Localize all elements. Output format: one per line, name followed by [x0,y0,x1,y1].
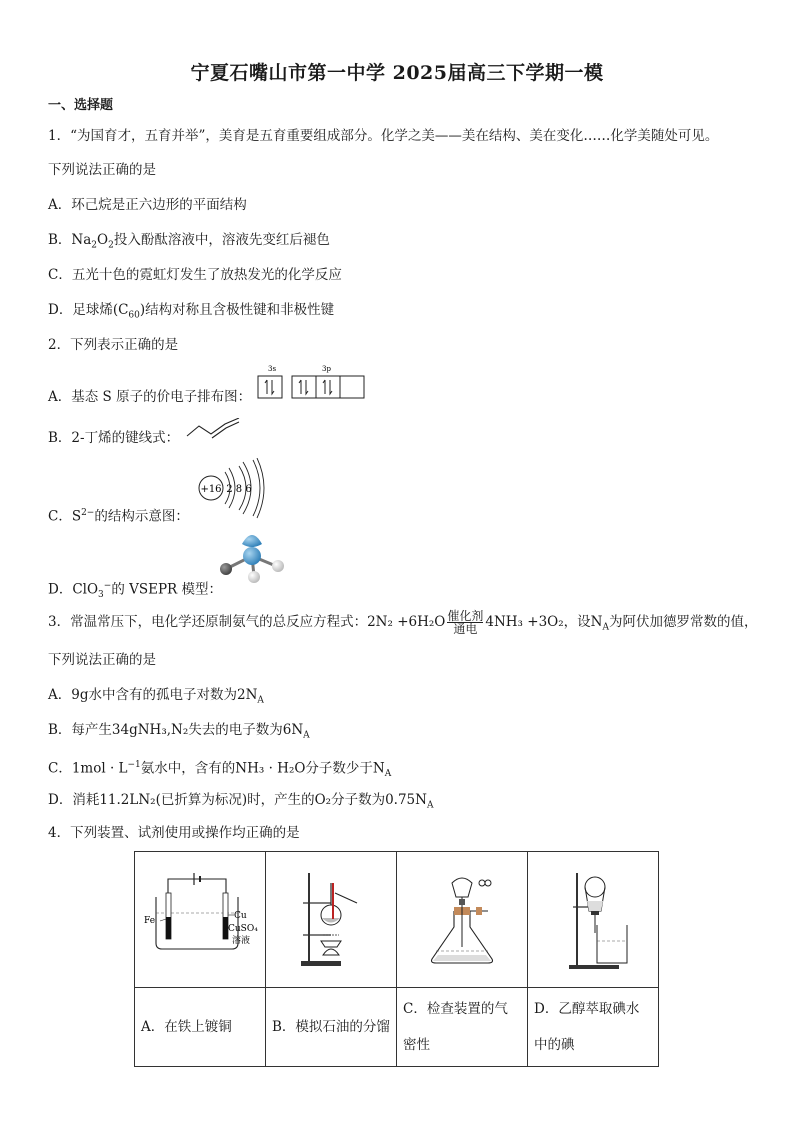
figure-extraction [528,852,659,988]
q3-option-a: A．9g水中含有的孤电子对数为$2N_A$ [48,687,264,706]
q1-option-d: D．足球烯$(C_{60})$结构对称且含极性键和非极性键 [48,302,335,321]
q1-stem-2: 下列说法正确的是 [48,162,156,178]
option-c-cell: C．检查装置的气密性 [397,988,528,1067]
nucleus-label: +16 [200,484,222,495]
butene-skeletal-formula [185,418,241,440]
figure-airtightness [397,852,528,988]
label-3s: 3s [268,365,277,373]
q2-stem: 2．下列表示正确的是 [48,337,179,353]
q1-option-c: C．五光十色的霓虹灯发生了放热发光的化学反应 [48,267,342,283]
q3-option-b: B．每产生34gNH₃,N₂失去的电子数为$6N_A$ [48,722,310,741]
q2-option-b: B．2-丁烯的键线式： [48,430,180,446]
equation-right: 4NH₃ +3O₂ [485,614,564,630]
orbital-diagram [256,364,370,400]
q2-option-a: A．基态 S 原子的价电子排布图： [48,389,252,405]
figure-electroplating [135,852,266,988]
atom-structure-diagram [195,458,267,520]
svg-text:Cu: Cu [234,910,247,921]
option-d-cell: D．乙醇萃取碘水中的碘 [528,988,659,1067]
q1-stem: 1．“为国育才，五育并举”，美育是五育重要组成部分。化学之美——美在结构、美在变化……化学美随处可见。 [48,128,719,144]
q2-option-c: C．$S^{2-}$的结构示意图： [48,508,189,525]
q4-options-table [134,851,659,1067]
shell-electrons: 2 8 6 [226,484,252,495]
vsepr-model [214,528,290,584]
svg-text:Fe: Fe [144,915,156,926]
figure-distillation [266,852,397,988]
page-title: 宁夏石嘴山市第一中学 2025届高三下学期一模 [190,62,604,84]
svg-text:溶液: 溶液 [232,935,251,946]
option-b-cell: B．模拟石油的分馏 [266,988,397,1067]
section-heading: 一、选择题 [48,98,114,113]
option-a-cell: A．在铁上镀铜 [135,988,266,1067]
q3-option-c: C．$1mol \cdot L^{-1}$氨水中，含有的NH₃ · H₂O分子数少于$N_A$ [48,760,392,780]
reaction-conditions: 催化剂 通电 [447,609,484,636]
q3-option-d: D．消耗11.2LN₂(已折算为标况)时，产生的O₂分子数为$0.75N_A$ [48,792,434,811]
equation-left: 2N₂ +6H₂O [367,614,446,630]
q3-stem: 3．常温常压下，电化学还原制氨气的总反应方程式：2N₂ +6H₂O 催化剂 通电 4NH₃ +3O₂，设$N_A$为阿伏加德罗常数的值， [48,609,758,636]
q3-stem-2: 下列说法正确的是 [48,652,156,668]
q1-option-b: B．$Na_2O_2$投入酚酞溶液中，溶液先变红后褪色 [48,232,330,251]
svg-text:CuSO₄: CuSO₄ [228,923,258,934]
q1-option-a: A．环己烷是正六边形的平面结构 [48,197,247,213]
q4-stem: 4．下列装置、试剂使用或操作均正确的是 [48,825,300,841]
label-3p: 3p [322,365,331,373]
q2-option-d: D．ClO$_3$−的 VSEPR 模型： [48,581,223,601]
